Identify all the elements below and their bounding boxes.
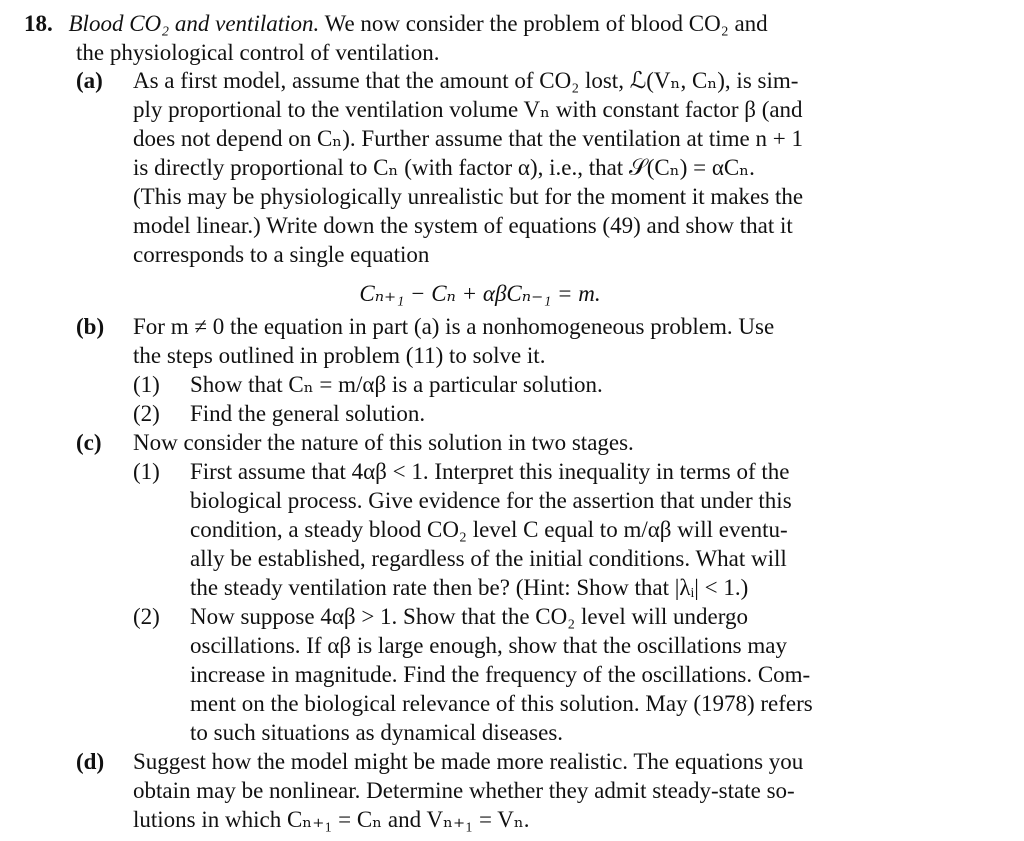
problem-title: Blood CO₂ and ventilation.	[68, 11, 320, 36]
part-b-sub2-text: Find the general solution.	[190, 401, 426, 426]
problem-intro-line-1: We now consider the problem of blood CO₂ and	[319, 11, 768, 36]
part-b-sub1-text: Show that Cₙ = m/αβ is a particular solution.	[190, 372, 603, 397]
part-d-line-3: lutions in which Cₙ₊₁ = Cₙ and Vₙ₊₁ = Vₙ.	[133, 807, 530, 832]
part-c-sub1-line-4: ally be established, regardless of the initial conditions. What will	[190, 546, 787, 571]
part-a-first-line	[76, 67, 103, 95]
part-c-label-text: (c)	[76, 430, 102, 455]
part-c-sub2-line-1: Now suppose 4αβ > 1. Show that the CO₂ level will undergo	[190, 604, 748, 629]
part-a-line-1: As a first model, assume that the amount of CO₂ lost, ℒ(Vₙ, Cₙ), is sim-	[133, 68, 799, 93]
part-a-line-4: is directly proportional to Cₙ (with factor α), i.e., that 𝒮(Cₙ) = αCₙ.	[133, 155, 755, 180]
part-b-line-2: the steps outlined in problem (11) to solve it.	[133, 343, 546, 368]
problem-number: 18.	[24, 11, 53, 36]
part-c-sub2-line-5: to such situations as dynamical diseases.	[190, 720, 564, 745]
part-c-sub1-label: (1)	[133, 459, 160, 484]
part-b-label-text: (b)	[76, 314, 105, 339]
part-c-sub1-line-2: biological process. Give evidence for the assertion that under this	[190, 488, 792, 513]
part-d-line-2: obtain may be nonlinear. Determine whether they admit steady-state so-	[133, 778, 795, 803]
part-b-label	[76, 313, 104, 341]
part-c-sub1-line-5: the steady ventilation rate then be? (Hint: Show that |λᵢ| < 1.)	[190, 575, 749, 600]
part-c-sub2-label: (2)	[133, 604, 160, 629]
part-c-sub2-line-3: increase in magnitude. Find the frequency of the oscillations. Com-	[190, 662, 811, 687]
part-a-equation: Cₙ₊₁ − Cₙ + αβCₙ₋₁ = m.	[359, 281, 601, 306]
part-d-label-text: (d)	[76, 749, 105, 774]
part-a-line-3: does not depend on Cₙ). Further assume that the ventilation at time n + 1	[133, 126, 803, 151]
part-c-line-1: Now consider the nature of this solution in two stages.	[133, 430, 634, 455]
part-b-line-1: For m ≠ 0 the equation in part (a) is a nonhomogeneous problem. Use	[133, 314, 775, 339]
problem-intro-line-2: the physiological control of ventilation.	[76, 40, 440, 65]
part-a-line-6: model linear.) Write down the system of equations (49) and show that it	[133, 213, 793, 238]
part-d-line-1: Suggest how the model might be made more realistic. The equations you	[133, 749, 804, 774]
part-d-label	[76, 748, 104, 776]
part-c-label	[76, 429, 102, 457]
part-b-sub1-label: (1)	[133, 372, 160, 397]
part-c-sub1-line-3: condition, a steady blood CO₂ level C equal to m/αβ will eventu-	[190, 517, 788, 542]
part-c-sub1-line-1: First assume that 4αβ < 1. Interpret this inequality in terms of the	[190, 459, 790, 484]
part-a-line-2: ply proportional to the ventilation volume Vₙ with constant factor β (and	[133, 97, 803, 122]
problem-heading-line	[24, 10, 768, 38]
part-a-line-5: (This may be physiologically unrealistic but for the moment it makes the	[133, 184, 804, 209]
part-b-sub2-label: (2)	[133, 401, 160, 426]
part-a-label: (a)	[76, 68, 103, 93]
part-c-sub2-line-2: oscillations. If αβ is large enough, show that the oscillations may	[190, 633, 787, 658]
part-a-line-7: corresponds to a single equation	[133, 242, 430, 267]
part-c-sub2-line-4: ment on the biological relevance of this solution. May (1978) refers	[190, 691, 813, 716]
